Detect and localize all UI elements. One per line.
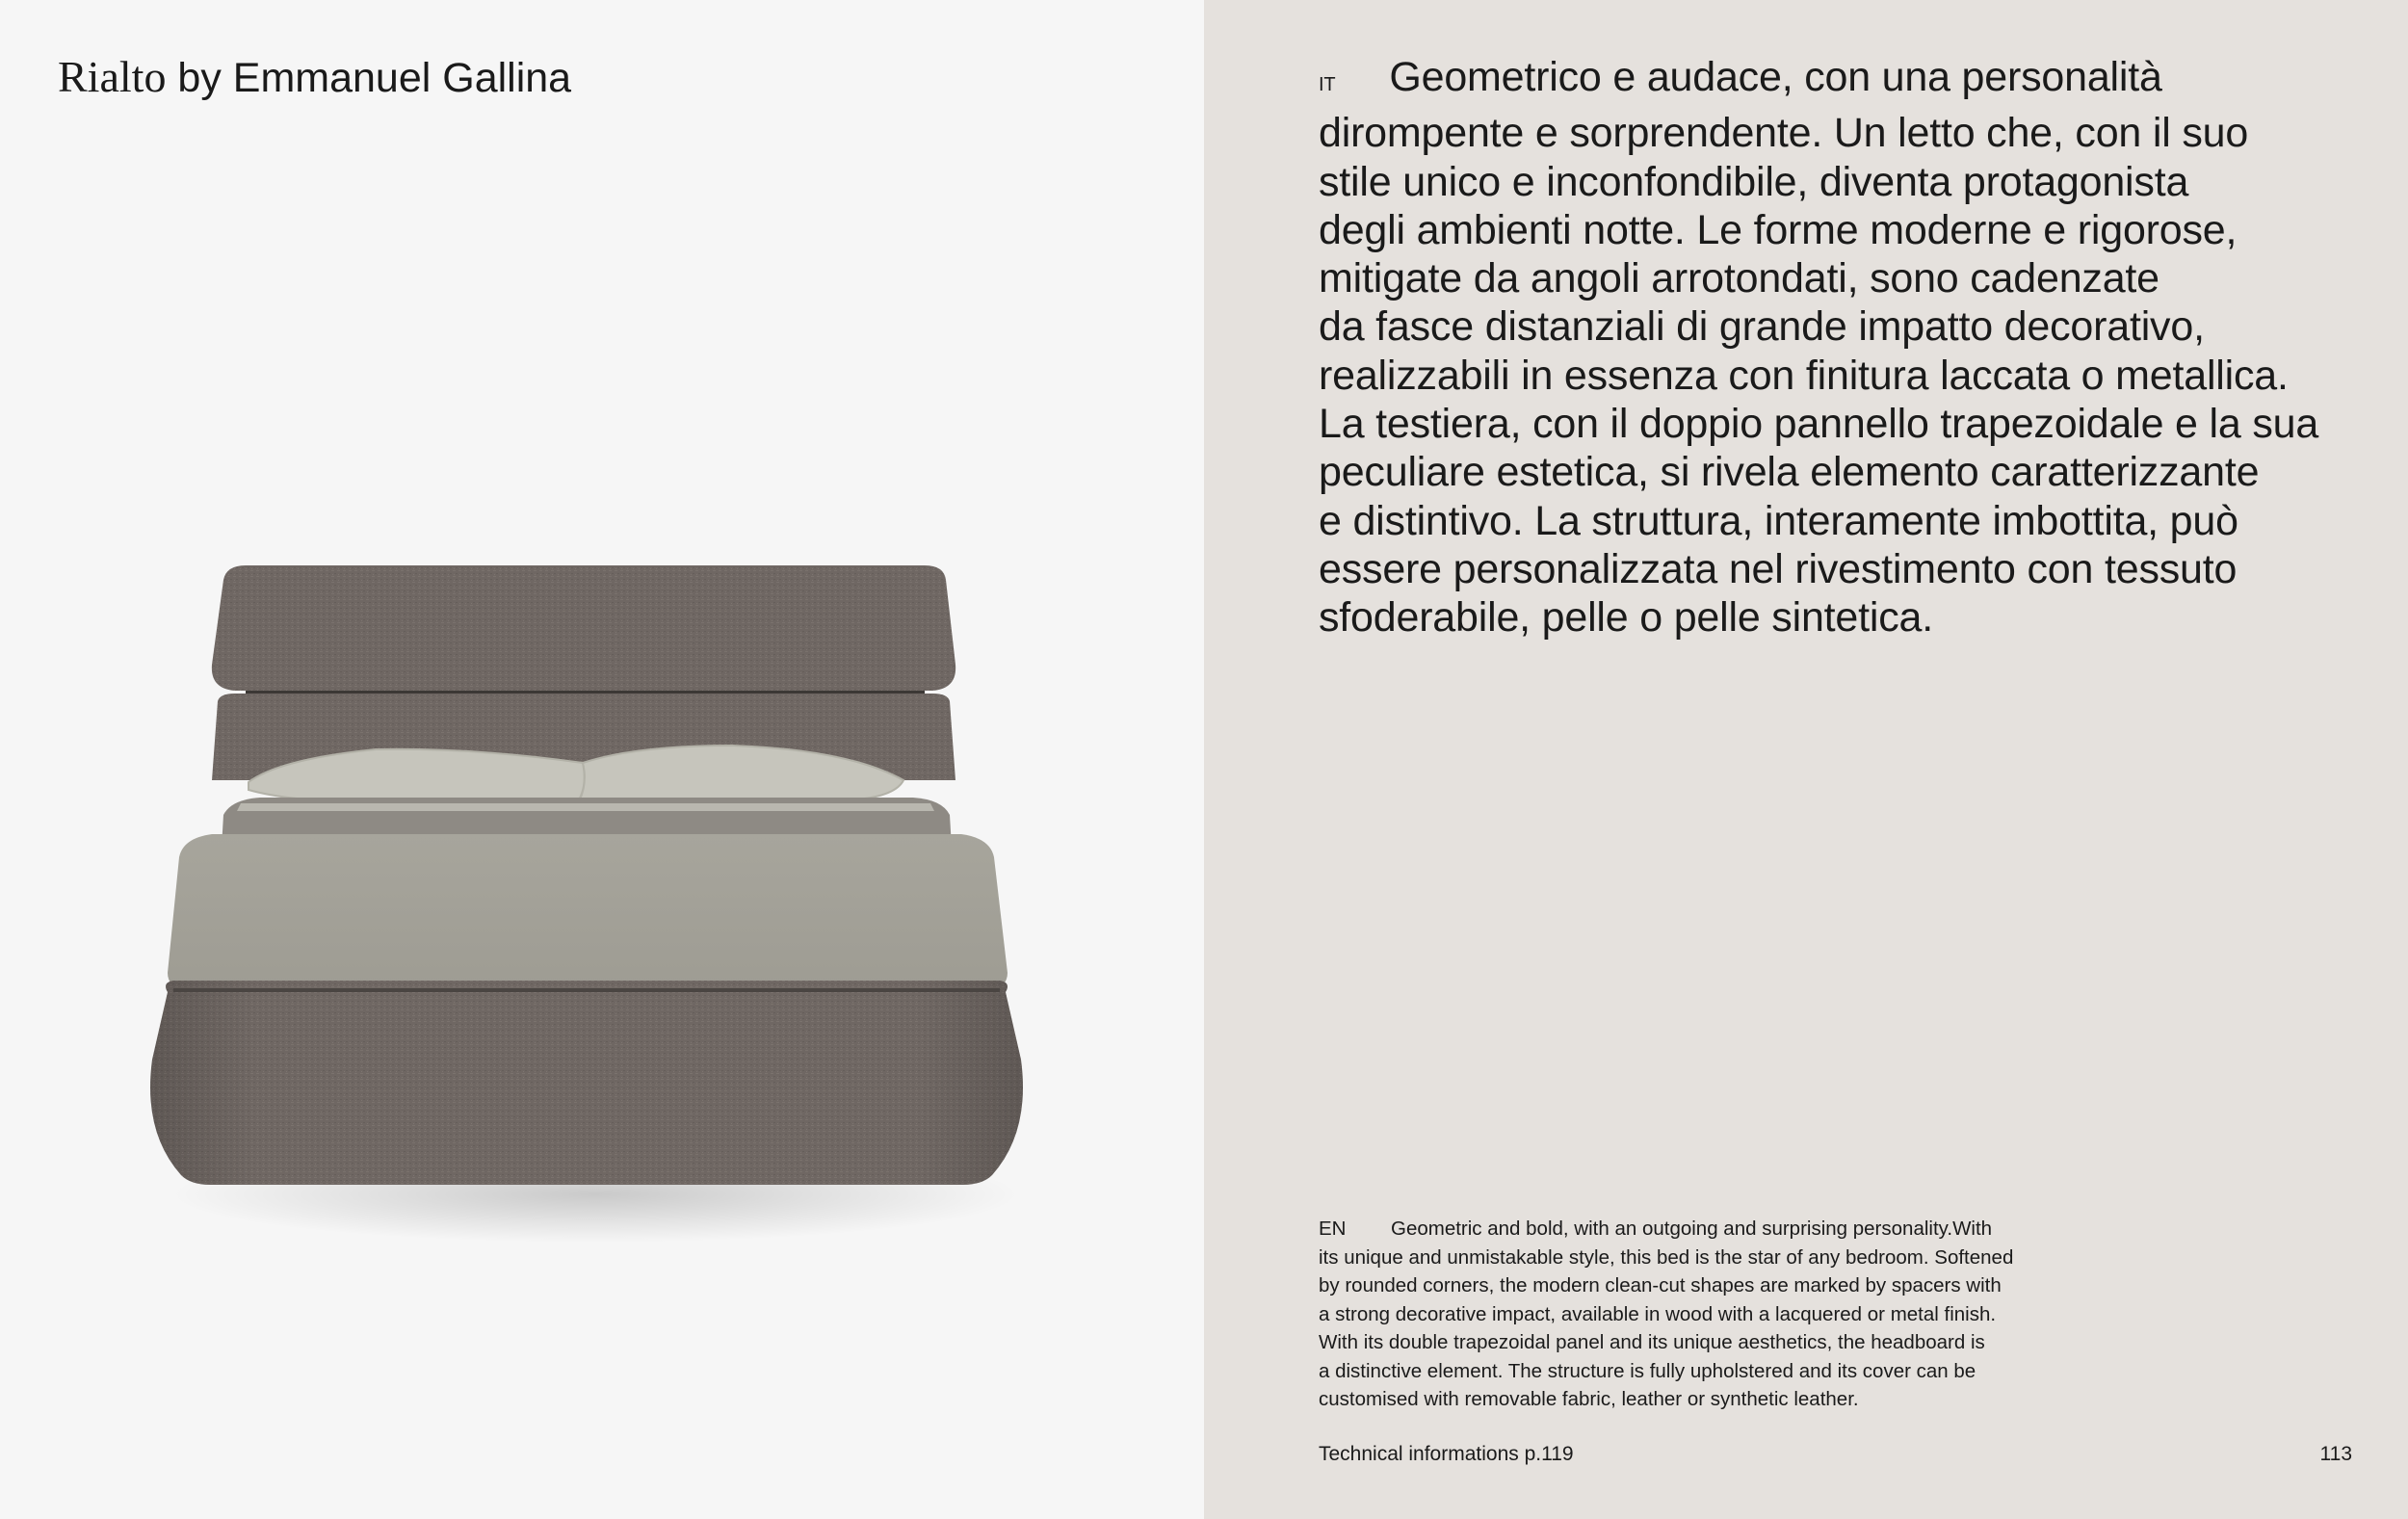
italian-line-text: Geometrico e audace, con una personalità: [1389, 54, 2162, 100]
english-description: [1319, 1215, 2108, 1414]
italian-line: peculiare estetica, si rivela elemento caratterizzante: [1319, 449, 2260, 496]
italian-line: degli ambienti notte. Le forme moderne e rigorose,: [1319, 206, 2238, 253]
english-line: [1319, 1215, 2108, 1244]
frame-reveal: [173, 988, 1000, 992]
english-line: customised with removable fabric, leather or synthetic leather.: [1319, 1388, 1859, 1410]
language-tag-en: EN: [1319, 1218, 1347, 1240]
english-line: With its double trapezoidal panel and its unique aesthetics, the headboard is: [1319, 1331, 1985, 1353]
bed-frame-shading: [150, 981, 1023, 1185]
page-title: [58, 50, 571, 105]
italian-description: [1319, 53, 2359, 642]
headboard-upper-panel: [212, 565, 955, 691]
designer-byline: by Emmanuel Gallina: [177, 55, 572, 101]
italian-line: dirompente e sorprendente. Un letto che, con il suo: [1319, 110, 2249, 157]
english-line: a strong decorative impact, available in wood with a lacquered or metal finish.: [1319, 1302, 1997, 1325]
italian-line: e distintivo. La struttura, interamente imbottita, può: [1319, 497, 2238, 544]
bed-product-image: [135, 559, 1060, 1252]
technical-info-link[interactable]: Technical informations p.119: [1319, 1443, 1574, 1465]
product-name: Rialto: [58, 52, 167, 101]
italian-line: da fasce distanziali di grande impatto decorativo,: [1319, 303, 2205, 351]
italian-line: La testiera, con il doppio pannello trapezoidale e la sua: [1319, 401, 2319, 448]
italian-line: [1319, 53, 2359, 109]
italian-line: mitigate da angoli arrotondati, sono cadenzate: [1319, 255, 2159, 302]
page-number: 113: [2319, 1443, 2352, 1465]
english-line: a distinctive element. The structure is fully upholstered and its cover can be: [1319, 1359, 1976, 1382]
english-line: by rounded corners, the modern clean-cut shapes are marked by spacers with: [1319, 1274, 2002, 1296]
mattress-sheet: [168, 834, 1008, 990]
language-tag-it: IT: [1319, 74, 1336, 95]
italian-line: stile unico e inconfondibile, diventa protagonista: [1319, 158, 2189, 205]
italian-line: essere personalizzata nel rivestimento con tessuto: [1319, 545, 2238, 592]
english-line-text: Geometric and bold, with an outgoing and surprising personality.With: [1391, 1218, 1993, 1240]
english-line: its unique and unmistakable style, this bed is the star of any bedroom. Softened: [1319, 1245, 2014, 1269]
sheet-edge: [237, 803, 934, 811]
italian-line: sfoderabile, pelle o pelle sintetica.: [1319, 594, 1933, 642]
italian-line: realizzabili in essenza con finitura laccata o metallica.: [1319, 352, 2289, 399]
